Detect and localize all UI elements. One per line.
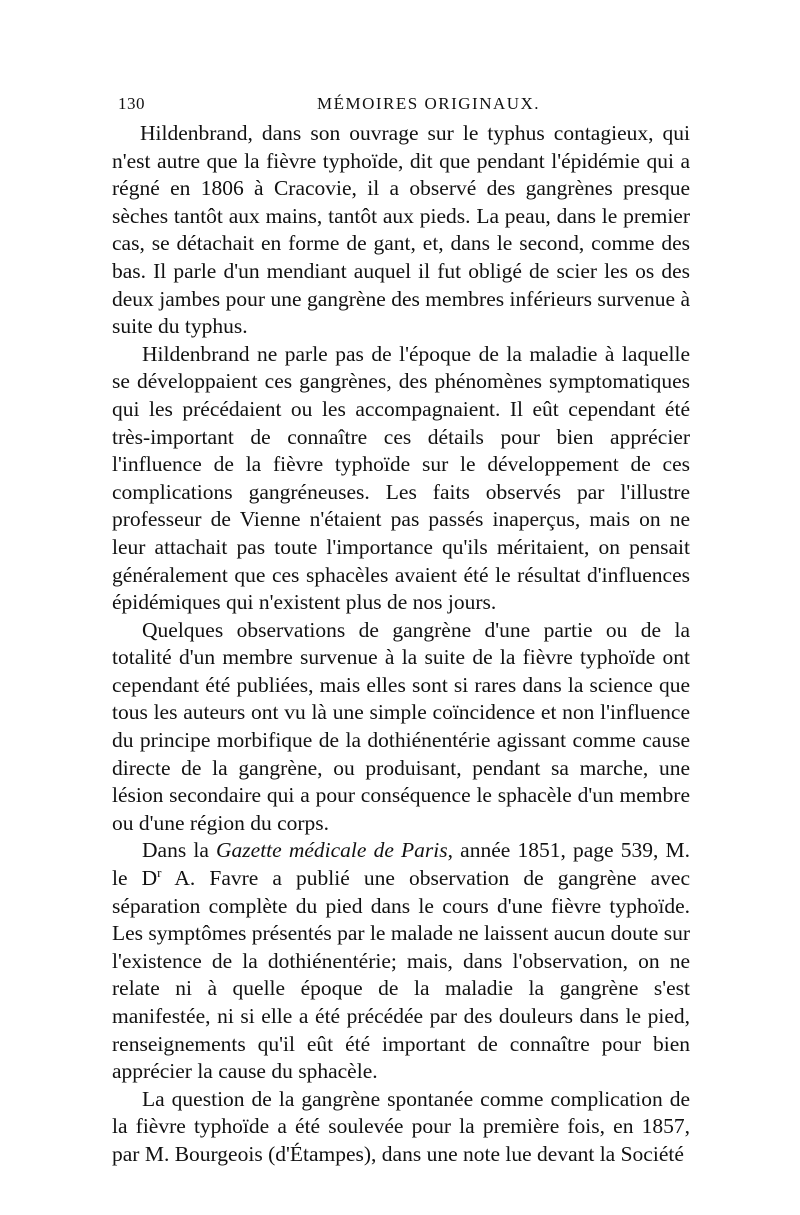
paragraph-rest: A. Favre a publié une observation de gangrène avec séparation complète du pied dans le cours d'une fièvre typhoïde. Les symptômes présentés par le malade ne laissent aucun doute sur l'existence de la dothiénentérie; mais, dans l'observation, on ne relate ni à quelle époque de la maladie la gangrène s'est manifestée, ni si elle a été précédée par des douleurs dans le pied, renseignements qu'il eût été important de connaître pour bien apprécier la cause du sphacèle. xyxy=(112,866,691,1084)
paragraph xyxy=(112,837,690,1085)
paragraph: La question de la gangrène spontanée comme complication de la fièvre typhoïde a été soulevée pour la première fois, en 1857, par M. Bourgeois (d'Étampes), dans une note lue devant la Société xyxy=(112,1086,690,1166)
paragraph-lead: Dans la xyxy=(142,838,217,863)
paragraph: Hildenbrand ne parle pas de l'époque de la maladie à laquelle se développaient ces gangrènes, des phénomènes symptomatiques qui les précédaient ou les accompagnaient. Il eût cependant été très-important de connaître ces détails pour bien apprécier l'influence de la fièvre typhoïde sur le développement de ces complications gangréneuses. Les faits observés par l'illustre professeur de Vienne n'étaient pas passés inaperçus, mais on ne leur attachait pas toute l'importance qu'ils méritaient, on pensait généralement que ces sphacèles avaient été le résultat d'influences épidémiques qui n'existent plus de nos jours. xyxy=(112,341,690,615)
paragraph: Quelques observations de gangrène d'une partie ou de la totalité d'un membre survenue à la suite de la fièvre typhoïde ont cependant été publiées, mais elles sont si rares dans la science que tous les auteurs ont vu là une simple coïncidence et non l'influence du principe morbifique de la dothiénentérie agissant comme cause directe de la gangrène, ou produisant, pendant sa marche, une lésion secondaire qui a pour conséquence le sphacèle d'un membre ou d'une région du corps. xyxy=(112,617,690,835)
journal-title: Gazette médicale de Paris xyxy=(216,838,448,863)
page-number: 130 xyxy=(118,94,145,113)
doctor-abbrev-superscript: r xyxy=(157,864,162,880)
citation-text: , année 1851, page 539, M. le D xyxy=(112,838,690,891)
paragraph: Hildenbrand, dans son ouvrage sur le typhus contagieux, qui n'est autre que la fièvre typhoïde, dit que pendant l'épidémie qui a régné en 1806 à Cracovie, il a observé des gangrènes presque sèches tantôt aux mains, tantôt aux pieds. La peau, dans le premier cas, se détachait en forme de gant, et, dans le second, comme des bas. Il parle d'un mendiant auquel il fut obligé de scier les os des deux jambes pour une gangrène des membres inférieurs survenue à suite du typhus. xyxy=(112,121,690,339)
body-text xyxy=(112,120,690,1169)
book-page xyxy=(112,94,690,1169)
running-header xyxy=(112,94,690,120)
running-title: MÉMOIRES ORIGINAUX. xyxy=(317,94,541,113)
